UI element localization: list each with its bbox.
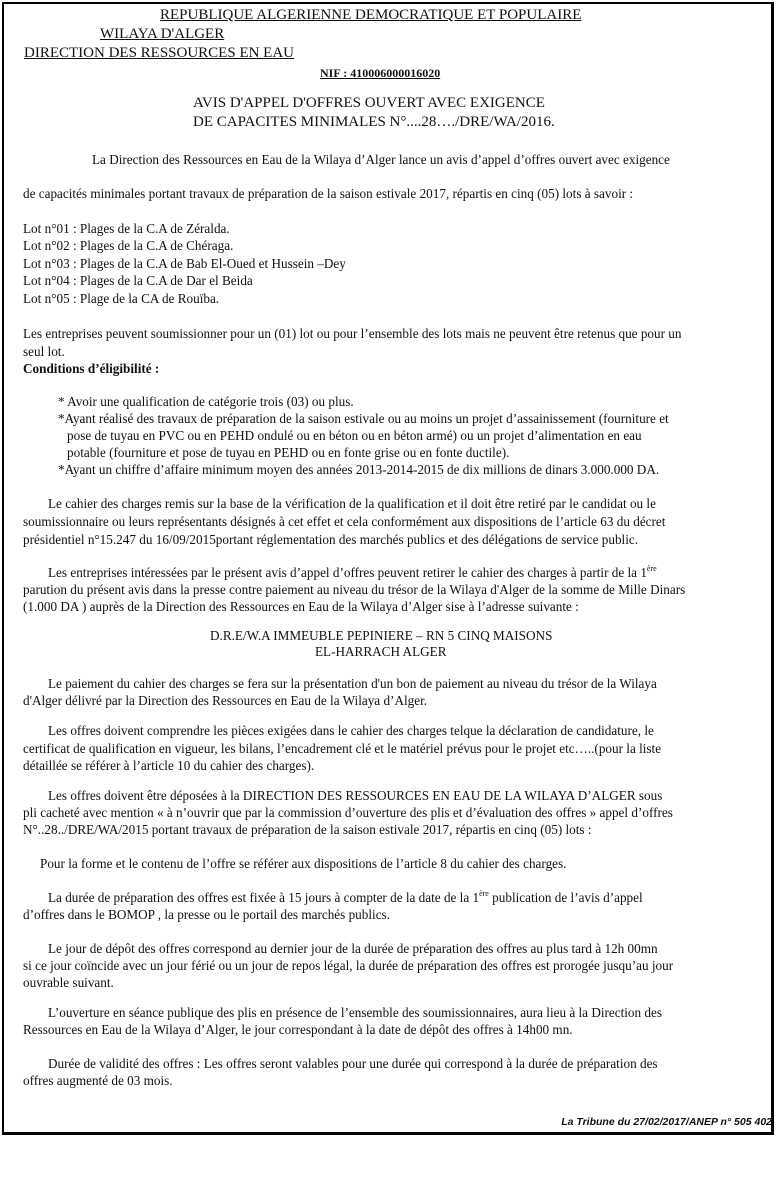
ouverture-line1: L’ouverture en séance publique des plis en présence de l’ensemble des soumissionnaires, aura lieu à la Direction des [48,1005,662,1020]
jour-line2: si ce jour coïncide avec un jour férié ou un jour de repos légal, la durée de préparation des offres est prorogée jusqu’au jour [23,958,674,973]
offres-line2: certificat de qualification en vigueur, les bilans, l’encadrement clé et le matériel prévus pour le projet etc…..(pour la liste [23,741,662,756]
condition-item: * Avoir une qualification de catégorie trois (03) ou plus. [58,394,354,409]
duree-line2: d’offres dans le BOMOP , la presse ou le portail des marchés publics. [23,907,390,922]
jour-line1: Le jour de dépôt des offres correspond au dernier jour de la durée de préparation des offres au plus tard à 12h 00mn [48,941,658,956]
paiement-line2: d'Alger délivré par la Direction des Ressources en Eau de la Wilaya d’Alger. [23,693,428,708]
depot-line2: pli cacheté avec mention « à n’ouvrir que par la commission d’ouverture des plis et d’évaluation des offres » appel d’offres [23,805,673,820]
cahier-line2: soumissionnaire ou leurs représentants désignés à cet effet et cela conformément aux dispositions de l’article 63 du décret [23,514,666,529]
lot-item: Lot n°02 : Plages de la C.A de Chéraga. [23,238,234,253]
jour-line3: ouvrable suivant. [23,975,114,990]
lot-item: Lot n°04 : Plages de la C.A de Dar el Beida [23,273,253,288]
duree-line1: La durée de préparation des offres est fixée à 15 jours à compter de la date de la 1ère publication de l’avis d’appel [48,889,643,905]
retrait-line3: (1.000 DA ) auprès de la Direction des Ressources en Eau de la Wilaya d’Alger sise à l’adresse suivante : [23,599,579,614]
condition-item: potable (fourniture et pose de tuyau en PEHD ou en fonte grise ou en fonte ductile). [67,445,510,460]
address-line1: D.R.E/W.A IMMEUBLE PEPINIERE – RN 5 CINQ MAISONS [210,628,553,643]
offres-line3: détaillée se référer à l’article 10 du cahier des charges). [23,758,315,773]
intro-line2: de capacités minimales portant travaux de préparation de la saison estivale 2017, répartis en cinq (05) lots à savoir : [23,186,634,201]
wilaya-heading: WILAYA D'ALGER [100,26,225,42]
cahier-line1: Le cahier des charges remis sur la base de la vérification de la qualification et il doit être retiré par le candidat ou le [48,496,656,511]
validite-line2: offres augmenté de 03 mois. [23,1073,173,1088]
conditions-heading: Conditions d’éligibilité : [23,361,160,376]
soumission-line2: seul lot. [23,344,65,359]
notice-title-line2: DE CAPACITES MINIMALES N°....28…./DRE/WA/2016. [193,114,555,130]
intro-line1: La Direction des Ressources en Eau de la Wilaya d’Alger lance un avis d’appel d’offres ouvert avec exigence [92,152,670,167]
lot-item: Lot n°03 : Plages de la C.A de Bab El-Oued et Hussein –Dey [23,256,346,271]
notice-title-line1: AVIS D'APPEL D'OFFRES OUVERT AVEC EXIGENCE [193,95,545,111]
lot-item: Lot n°01 : Plages de la C.A de Zéralda. [23,221,230,236]
retrait-line2: parution du présent avis dans la presse contre paiement au niveau du trésor de la Wilaya d'Alger de la somme de Mille Dinars [23,582,686,597]
cahier-line3: présidentiel n°15.247 du 16/09/2015portant réglementation des marchés publics et des délégations de service public. [23,532,639,547]
validite-line1: Durée de validité des offres : Les offres seront valables pour une durée qui correspond à la durée de préparation des [48,1056,658,1071]
retrait-line1: Les entreprises intéressées par le présent avis d’appel d’offres peuvent retirer le cahier des charges à partir de la 1ère [48,564,657,580]
nif-number: NIF : 410006000016020 [320,66,441,80]
paiement-line1: Le paiement du cahier des charges se fera sur la présentation d'un bon de paiement au niveau du trésor de la Wilaya [48,676,657,691]
republic-heading: REPUBLIQUE ALGERIENNE DEMOCRATIQUE ET POPULAIRE [160,7,582,23]
direction-heading: DIRECTION DES RESSOURCES EN EAU [24,45,295,61]
lot-item: Lot n°05 : Plage de la CA de Rouïba. [23,291,220,306]
forme-line: Pour la forme et le contenu de l’offre se référer aux dispositions de l’article 8 du cahier des charges. [40,856,567,871]
condition-item: *Ayant réalisé des travaux de préparation de la saison estivale ou au moins un projet d’assainissement (fourniture et [58,411,669,426]
offres-line1: Les offres doivent comprendre les pièces exigées dans le cahier des charges telque la déclaration de candidature, le [48,723,654,738]
ouverture-line2: Ressources en Eau de la Wilaya d’Alger, le jour correspondant à la date de dépôt des offres à 14h00 mn. [23,1022,573,1037]
condition-item: pose de tuyau en PVC ou en PEHD ondulé ou en béton ou en béton armé) ou un projet d’alimentation en eau [67,428,642,443]
condition-item: *Ayant un chiffre d’affaire minimum moyen des années 2013-2014-2015 de dix millions de dinars 3.000.000 DA. [58,462,660,477]
soumission-line1: Les entreprises peuvent soumissionner pour un (01) lot ou pour l’ensemble des lots mais ne peuvent être retenus que pour un [23,326,682,341]
publication-footer: La Tribune du 27/02/2017/ANEP n° 505 402 [561,1116,772,1128]
depot-line1: Les offres doivent être déposées à la DIRECTION DES RESSOURCES EN EAU DE LA WILAYA D’ALGER sous [48,788,663,803]
depot-line3: N°..28../DRE/WA/2015 portant travaux de préparation de la saison estivale 2017, répartis en cinq (05) lots : [23,822,592,837]
address-line2: EL-HARRACH ALGER [315,644,447,659]
